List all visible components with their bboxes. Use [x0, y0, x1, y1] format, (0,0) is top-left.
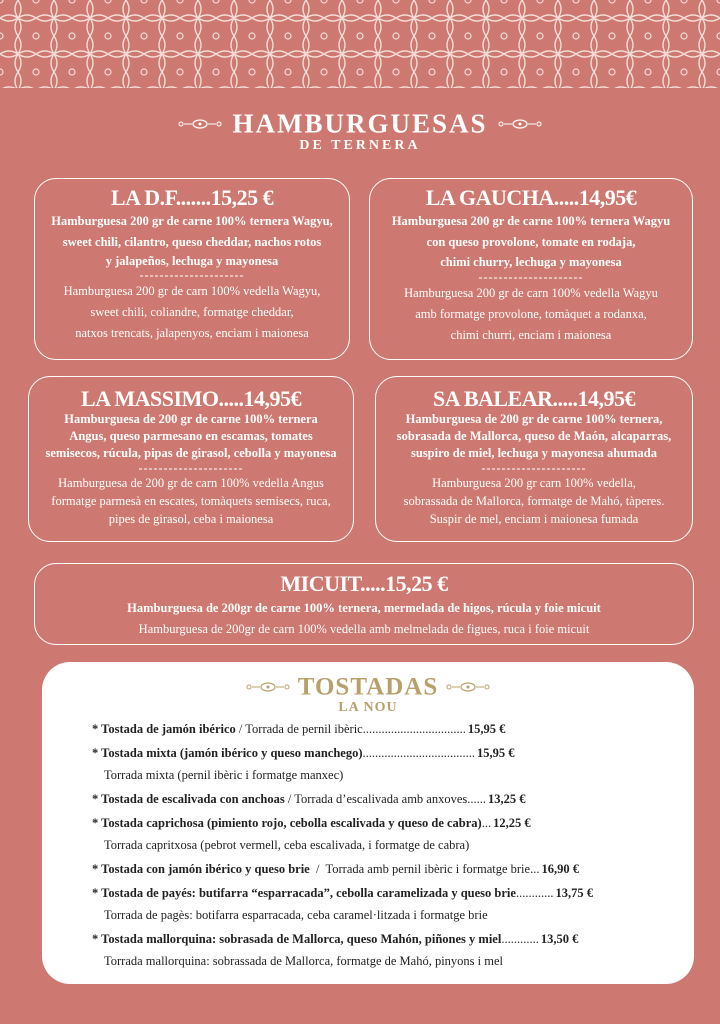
item-name: * Tostada de jamón ibérico	[92, 722, 236, 736]
burger-card	[34, 563, 694, 645]
menu-item	[92, 816, 531, 831]
menu-item	[92, 722, 505, 737]
description-ca: Hamburguesa de 200 gr de carn 100% vedella Angus	[58, 476, 324, 490]
description-ca: Hamburguesa 200 gr de carn 100% vedella Wagyu,	[63, 284, 321, 298]
description-es: chimi churry, lechuga y mayonesa	[440, 255, 622, 269]
separator: /	[284, 792, 295, 806]
dot-leader: ....................................	[362, 746, 475, 760]
divider: ---------------------	[478, 270, 584, 284]
item-translation: Torrada mixta (pernil ibèric i formatge manxec)	[104, 768, 344, 782]
item-price: 13,75 €	[555, 886, 593, 900]
divider: ---------------------	[481, 461, 587, 475]
dot-leader: ............	[515, 886, 554, 900]
separator: /	[309, 862, 326, 876]
item-translation: Torrada capritxosa (pebrot vermell, ceba escalivada, i formatge de cabra)	[104, 838, 470, 852]
section-subtitle: LA NOU	[338, 700, 398, 715]
burger-card	[28, 376, 354, 542]
burger-name: LA D.F.......15,25 €	[110, 185, 274, 210]
item-price: 13,25 €	[488, 792, 526, 806]
tostadas-panel	[42, 662, 694, 984]
description-es: y jalapeños, lechuga y mayonesa	[105, 254, 279, 268]
dot-leader: ............	[501, 932, 539, 946]
burger-card	[34, 178, 350, 360]
item-name: * Tostada mallorquina: sobrasada de Mallorca, queso Mahón, piñones y miel	[92, 932, 502, 946]
item-name: * Tostada con jamón ibérico y queso brie	[92, 862, 310, 876]
item-price: 15,95 €	[467, 722, 506, 736]
item-translation: Torrada de pagès: botifarra esparracada, ceba caramel·litzada i formatge brie	[104, 908, 488, 922]
description-es: Hamburguesa de 200 gr de carne 100% ternera,	[405, 412, 663, 426]
description-ca: amb formatge provolone, tomàquet a rodanxa,	[415, 307, 647, 321]
description-ca: sweet chili, coliandre, formatge cheddar,	[90, 305, 294, 319]
ornament-icon	[246, 681, 290, 693]
description-ca: sobrassada de Mallorca, formatge de Mahó, tàperes.	[403, 494, 665, 508]
description-es: Hamburguesa de 200gr de carne 100% ternera, mermelada de higos, rúcula y foie micuit	[127, 601, 601, 615]
burger-card	[375, 376, 693, 542]
description-ca: natxos trencats, jalapenyos, enciam i maionesa	[75, 326, 309, 340]
burger-name: LA MASSIMO.....14,95€	[81, 386, 301, 411]
item-price: 16,90 €	[541, 862, 579, 876]
dot-leader: ...	[530, 862, 540, 876]
menu-item	[92, 886, 593, 901]
item-name-ca: Torrada d’escalivada amb anxoves	[294, 792, 468, 806]
item-price: 15,95 €	[477, 746, 515, 760]
item-price: 13,50 €	[540, 932, 579, 946]
menu-item	[92, 932, 578, 947]
description-ca: Hamburguesa de 200gr de carn 100% vedella amb melmelada de figues, ruca i foie micuit	[138, 622, 590, 636]
item-translation: Torrada mallorquina: sobrassada de Mallorca, formatge de Mahó, pinyons i mel	[104, 954, 504, 968]
item-name: * Tostada de escalivada con anchoas	[92, 792, 285, 806]
section-title-text: TOSTADAS	[297, 673, 439, 701]
description-ca: Suspir de mel, enciam i maionesa fumada	[429, 512, 639, 526]
separator: /	[235, 722, 246, 736]
ornament-icon	[498, 118, 542, 130]
description-es: Hamburguesa de 200 gr de carne 100% ternera	[64, 412, 318, 426]
description-ca: pipes de girasol, ceba i maionesa	[108, 512, 274, 526]
burger-name: SA BALEAR.....14,95€	[432, 386, 636, 411]
divider: ---------------------	[138, 461, 244, 475]
menu-item	[92, 862, 579, 877]
description-ca: Hamburguesa 200 gr carn 100% vedella,	[432, 476, 636, 490]
decorative-pattern	[0, 0, 720, 88]
burger-card	[369, 178, 693, 360]
description-ca: chimi churri, enciam i maionesa	[450, 328, 612, 342]
description-ca: Hamburguesa 200 gr de carn 100% vedella Wagyu	[404, 286, 658, 300]
description-es: Hamburguesa 200 gr de carne 100% ternera Wagyu,	[51, 214, 333, 228]
description-es: Hamburguesa 200 gr de carne 100% ternera Wagyu	[391, 214, 671, 228]
description-ca: formatge parmesà en escates, tomàquets semisecs, ruca,	[51, 494, 331, 508]
page-title	[0, 106, 720, 139]
description-es: suspiro de miel, lechuga y mayonesa ahumada	[411, 446, 657, 460]
menu-item	[92, 792, 526, 807]
description-es: con queso provolone, tomate en rodaja,	[426, 235, 636, 249]
item-price: 12,25 €	[493, 816, 531, 830]
item-name: * Tostada caprichosa (pimiento rojo, cebolla escalivada y queso de cabra)	[92, 816, 482, 830]
ornament-icon	[178, 118, 222, 130]
description-es: sobrasada de Mallorca, queso de Maón, alcaparras,	[396, 429, 672, 443]
item-name: * Tostada de payés: butifarra “esparracada”, cebolla caramelizada y queso brie	[92, 886, 516, 900]
menu-item	[92, 746, 515, 761]
ornament-icon	[446, 681, 490, 693]
description-es: sweet chili, cilantro, queso cheddar, nachos rotos	[62, 235, 322, 249]
section-title	[42, 672, 694, 701]
dot-leader: ......	[467, 792, 487, 806]
dot-leader: .................................	[362, 722, 466, 736]
title-text: HAMBURGUESAS	[232, 108, 488, 139]
burger-name: LA GAUCHA.....14,95€	[425, 185, 637, 210]
description-es: semisecos, rúcula, pipas de girasol, cebolla y mayonesa	[45, 446, 337, 460]
dot-leader: ...	[481, 816, 492, 830]
page-subtitle: DE TERNERA	[299, 138, 421, 153]
item-name-ca: Torrada amb pernil ibèric i formatge brie	[325, 862, 531, 876]
item-name: * Tostada mixta (jamón ibérico y queso manchego)	[92, 746, 363, 760]
item-name-ca: Torrada de pernil ibèric	[245, 722, 363, 736]
divider: ---------------------	[139, 268, 245, 282]
burger-name: MICUIT.....15,25 €	[280, 571, 448, 596]
description-es: Angus, queso parmesano en escamas, tomates	[69, 429, 313, 443]
